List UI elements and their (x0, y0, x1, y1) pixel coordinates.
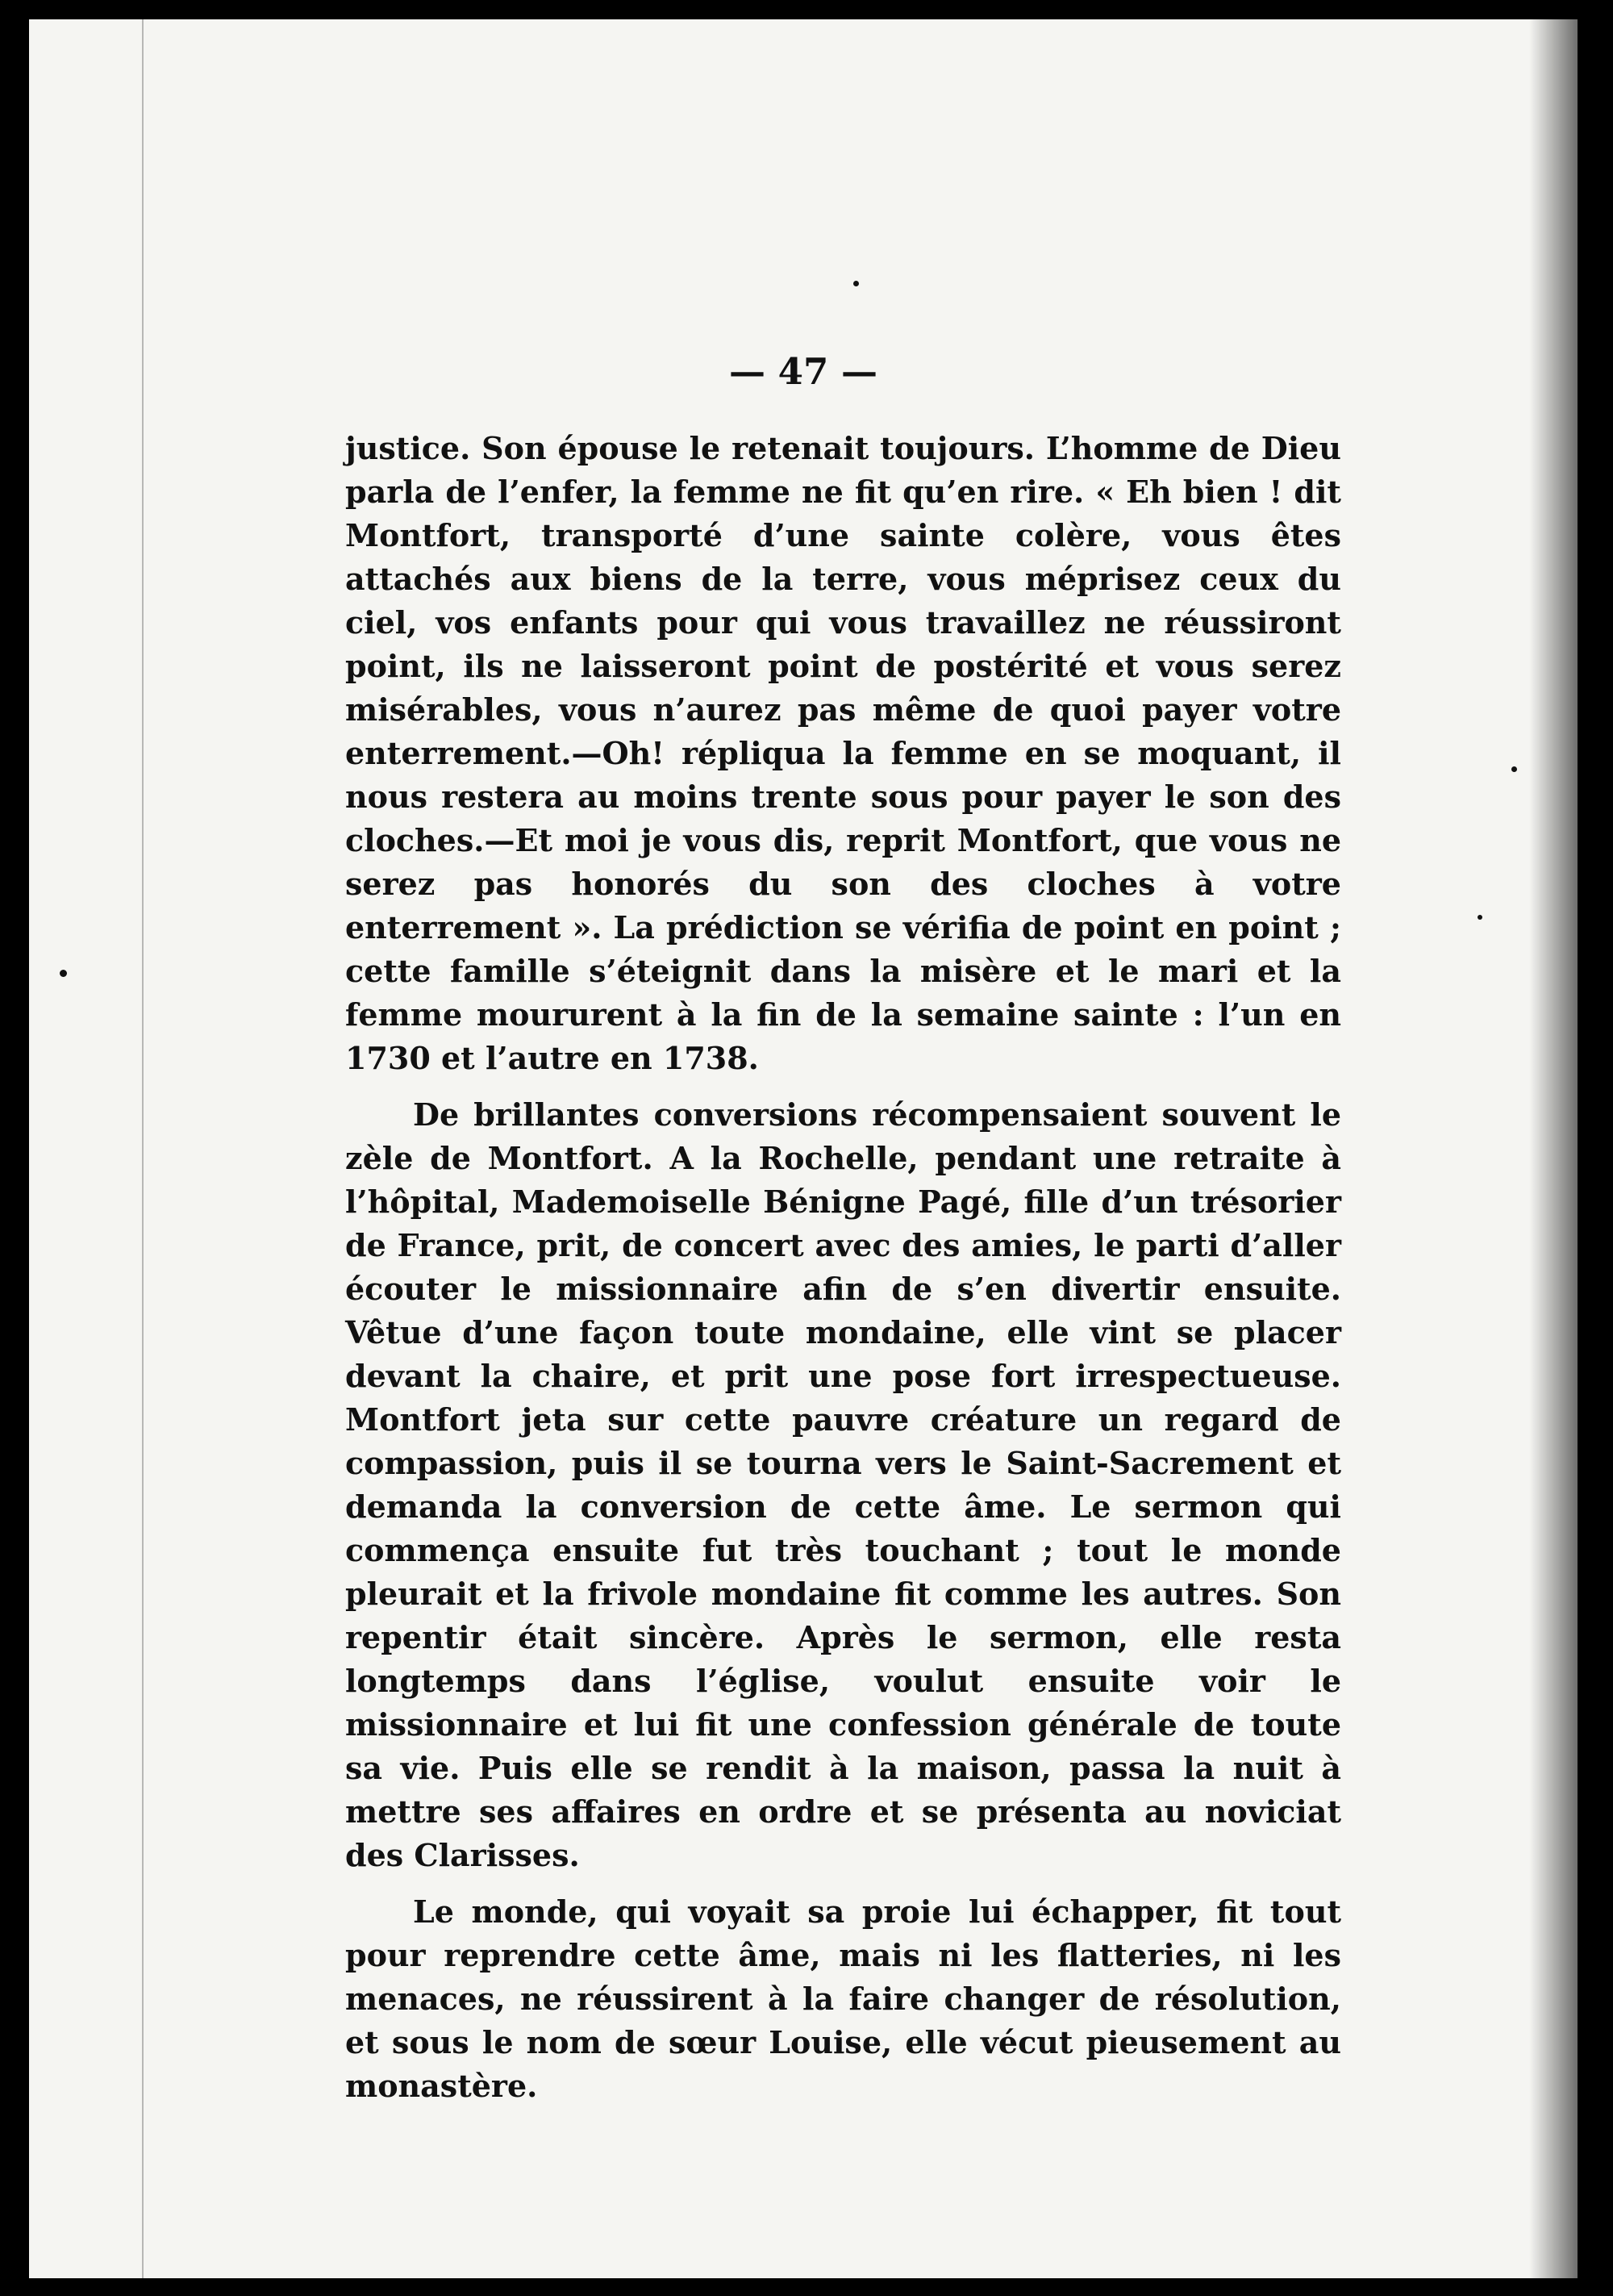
page-body-text (345, 427, 1341, 2121)
page-number: — 47 — (729, 350, 877, 393)
scan-speck (853, 281, 859, 286)
scan-speck (1511, 766, 1517, 772)
paragraph-2: De brillantes conversions récompensaient souvent le zèle de Montfort. A la Rochelle, pendant une retraite à l’hôpital, Mademoiselle Bénigne Pagé, fille d’un trésorier de France, prit, de concert avec des amies, le parti d’aller écouter le missionnaire afin de s’en divertir ensuite. Vêtue d’une façon toute mondaine, elle vint se placer devant la chaire, et prit une pose fort irrespectueuse. Montfort jeta sur cette pauvre créature un regard de compassion, puis il se tourna vers le Saint-Sacrement et demanda la conversion de cette âme. Le sermon qui commença ensuite fut très touchant ; tout le monde pleurait et la frivole mondaine fit comme les autres. Son repentir était sincère. Après le sermon, elle resta longtemps dans l’église, voulut ensuite voir le missionnaire et lui fit une confession générale de toute sa vie. Puis elle se rendit à la maison, passa la nuit à mettre ses affaires en ordre et se présenta au noviciat des Clarisses. (345, 1096, 1341, 1873)
scan-speck (60, 970, 67, 977)
book-page (29, 19, 1578, 2278)
scan-speck (1478, 915, 1482, 920)
paragraph-3: Le monde, qui voyait sa proie lui échapper, fit tout pour reprendre cette âme, mais ni les flatteries, ni les menaces, ne réussirent à la faire changer de résolution, et sous le nom de sœur Louise, elle vécut pieusement au monastère. (345, 1893, 1341, 2104)
paragraph-1: justice. Son épouse le retenait toujours. L’homme de Dieu parla de l’enfer, la femme ne fit qu’en rire. « Eh bien ! dit Montfort, transporté d’une sainte colère, vous êtes attachés aux biens de la terre, vous méprisez ceux du ciel, vos enfants pour qui vous travaillez ne réussiront point, ils ne laisseront point de postérité et vous serez misérables, vous n’aurez pas même de quoi payer votre enterrement.—Oh! répliqua la femme en se moquant, il nous restera au moins trente sous pour payer le son des cloches.—Et moi je vous dis, reprit Montfort, que vous ne serez pas honorés du son des cloches à votre enterrement ». La prédiction se vérifia de point en point ; cette famille s’éteignit dans la misère et le mari et la femme moururent à la fin de la semaine sainte : l’un en 1730 et l’autre en 1738. (345, 430, 1341, 1076)
